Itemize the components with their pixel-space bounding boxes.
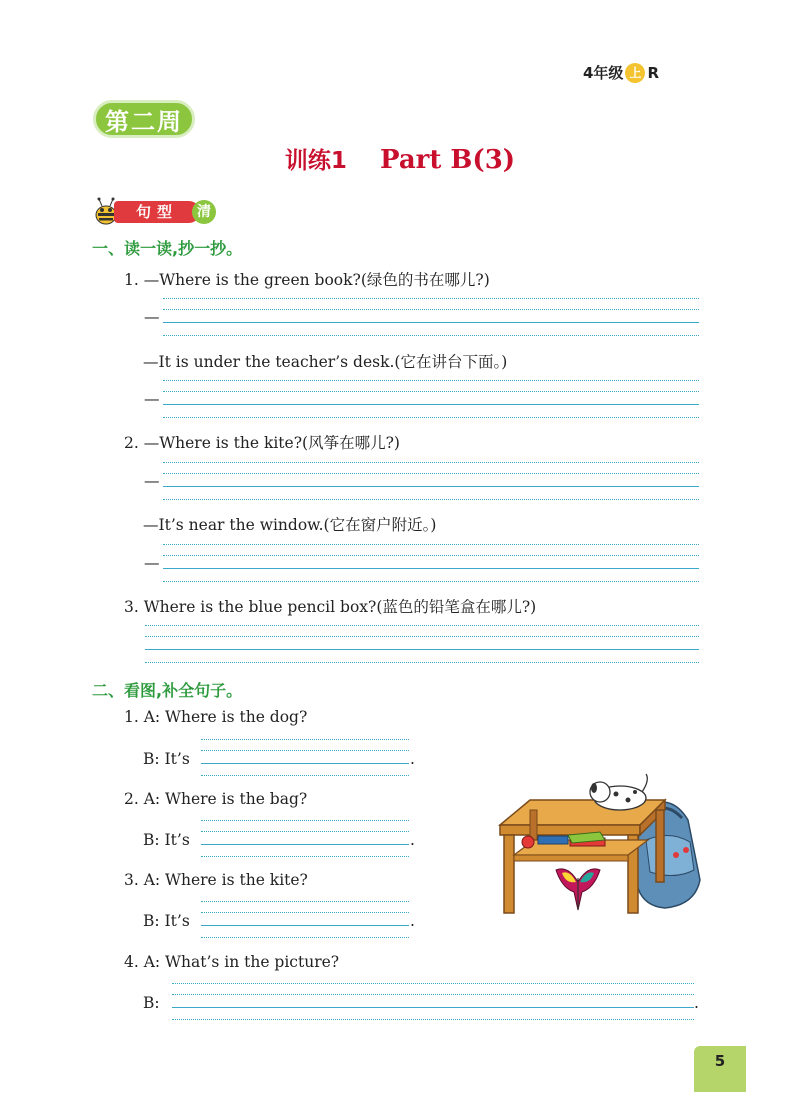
writing-line-dotted xyxy=(163,462,699,463)
writing-line-solid[interactable] xyxy=(163,322,699,323)
writing-line-dotted xyxy=(163,417,699,418)
writing-line-dotted xyxy=(163,581,699,582)
part1-item-5: 3. Where is the blue pencil box?(蓝色的铅笔盒在哪儿?) xyxy=(124,598,537,616)
sentence-badge xyxy=(92,196,222,226)
part1-item-1: 1. —Where is the green book?(绿色的书在哪儿?) xyxy=(124,271,490,289)
writing-line-solid[interactable] xyxy=(201,763,409,764)
writing-line-dotted xyxy=(201,937,409,938)
part2-answer-prefix-4: B: xyxy=(143,994,160,1012)
writing-line-dotted xyxy=(163,473,699,474)
writing-line-dotted xyxy=(145,662,699,663)
writing-line-dotted xyxy=(172,994,694,995)
writing-line-dotted xyxy=(201,775,409,776)
part2-question-4: 4. A: What’s in the picture? xyxy=(124,953,340,971)
answer-dash: — xyxy=(144,390,160,408)
training-label: 训练1 xyxy=(284,148,347,174)
writing-line-dotted xyxy=(201,820,409,821)
writing-line-dotted xyxy=(163,499,699,500)
period: . xyxy=(410,831,415,849)
page-number: 5 xyxy=(694,1046,746,1092)
grade-prefix: 4年级 xyxy=(583,64,624,82)
writing-line-dotted xyxy=(172,983,694,984)
page-title xyxy=(0,142,800,175)
desk-scene-illustration xyxy=(490,770,705,918)
part1-item-2: —It is under the teacher’s desk.(它在讲台下面。) xyxy=(143,353,508,371)
part2-question-1: 1. A: Where is the dog? xyxy=(124,708,308,726)
part1-heading: 一、读一读,抄一抄。 xyxy=(92,239,243,258)
part2-question-3: 3. A: Where is the kite? xyxy=(124,871,308,889)
writing-line-dotted xyxy=(201,739,409,740)
writing-line-dotted xyxy=(163,555,699,556)
part2-answer-prefix-2: B: It’s xyxy=(143,831,190,849)
part1-item-3: 2. —Where is the kite?(风筝在哪儿?) xyxy=(124,434,400,452)
part2-heading: 二、看图,补全句子。 xyxy=(92,681,243,700)
sentence-badge-label: 句型 xyxy=(114,201,200,223)
writing-line-solid[interactable] xyxy=(163,404,699,405)
period: . xyxy=(694,994,699,1012)
part2-answer-prefix-1: B: It’s xyxy=(143,750,190,768)
writing-line-dotted xyxy=(201,750,409,751)
writing-line-dotted xyxy=(163,544,699,545)
part2-answer-prefix-3: B: It’s xyxy=(143,912,190,930)
writing-line-dotted xyxy=(172,1019,694,1020)
answer-dash: — xyxy=(144,554,160,572)
writing-line-solid[interactable] xyxy=(163,486,699,487)
kite-icon xyxy=(556,869,600,910)
writing-line-dotted xyxy=(163,391,699,392)
writing-line-dotted xyxy=(163,309,699,310)
writing-line-dotted xyxy=(201,856,409,857)
writing-line-dotted xyxy=(145,636,699,637)
writing-line-dotted xyxy=(201,912,409,913)
writing-line-dotted xyxy=(201,831,409,832)
writing-line-solid[interactable] xyxy=(145,649,699,650)
period: . xyxy=(410,750,415,768)
part2-question-2: 2. A: Where is the bag? xyxy=(124,790,308,808)
apple-icon xyxy=(522,836,534,848)
writing-line-dotted xyxy=(163,298,699,299)
part1-item-4: —It’s near the window.(它在窗户附近。) xyxy=(143,516,437,534)
grade-label xyxy=(583,62,659,83)
answer-dash: — xyxy=(144,472,160,490)
period: . xyxy=(410,912,415,930)
sentence-badge-circle: 清 xyxy=(192,200,216,224)
writing-line-dotted xyxy=(201,901,409,902)
writing-line-dotted xyxy=(163,335,699,336)
grade-suffix: R xyxy=(647,63,659,82)
part-label: Part B(3) xyxy=(379,145,516,175)
week-badge: 第二周 xyxy=(93,100,195,138)
writing-line-solid[interactable] xyxy=(163,568,699,569)
answer-dash: — xyxy=(144,308,160,326)
writing-line-solid[interactable] xyxy=(201,844,409,845)
dog-icon xyxy=(590,774,647,810)
writing-line-dotted xyxy=(163,380,699,381)
writing-line-dotted xyxy=(145,625,699,626)
grade-mark: 上 xyxy=(625,63,645,83)
writing-line-solid[interactable] xyxy=(172,1007,694,1008)
writing-line-solid[interactable] xyxy=(201,925,409,926)
blue-book-icon xyxy=(538,836,568,844)
